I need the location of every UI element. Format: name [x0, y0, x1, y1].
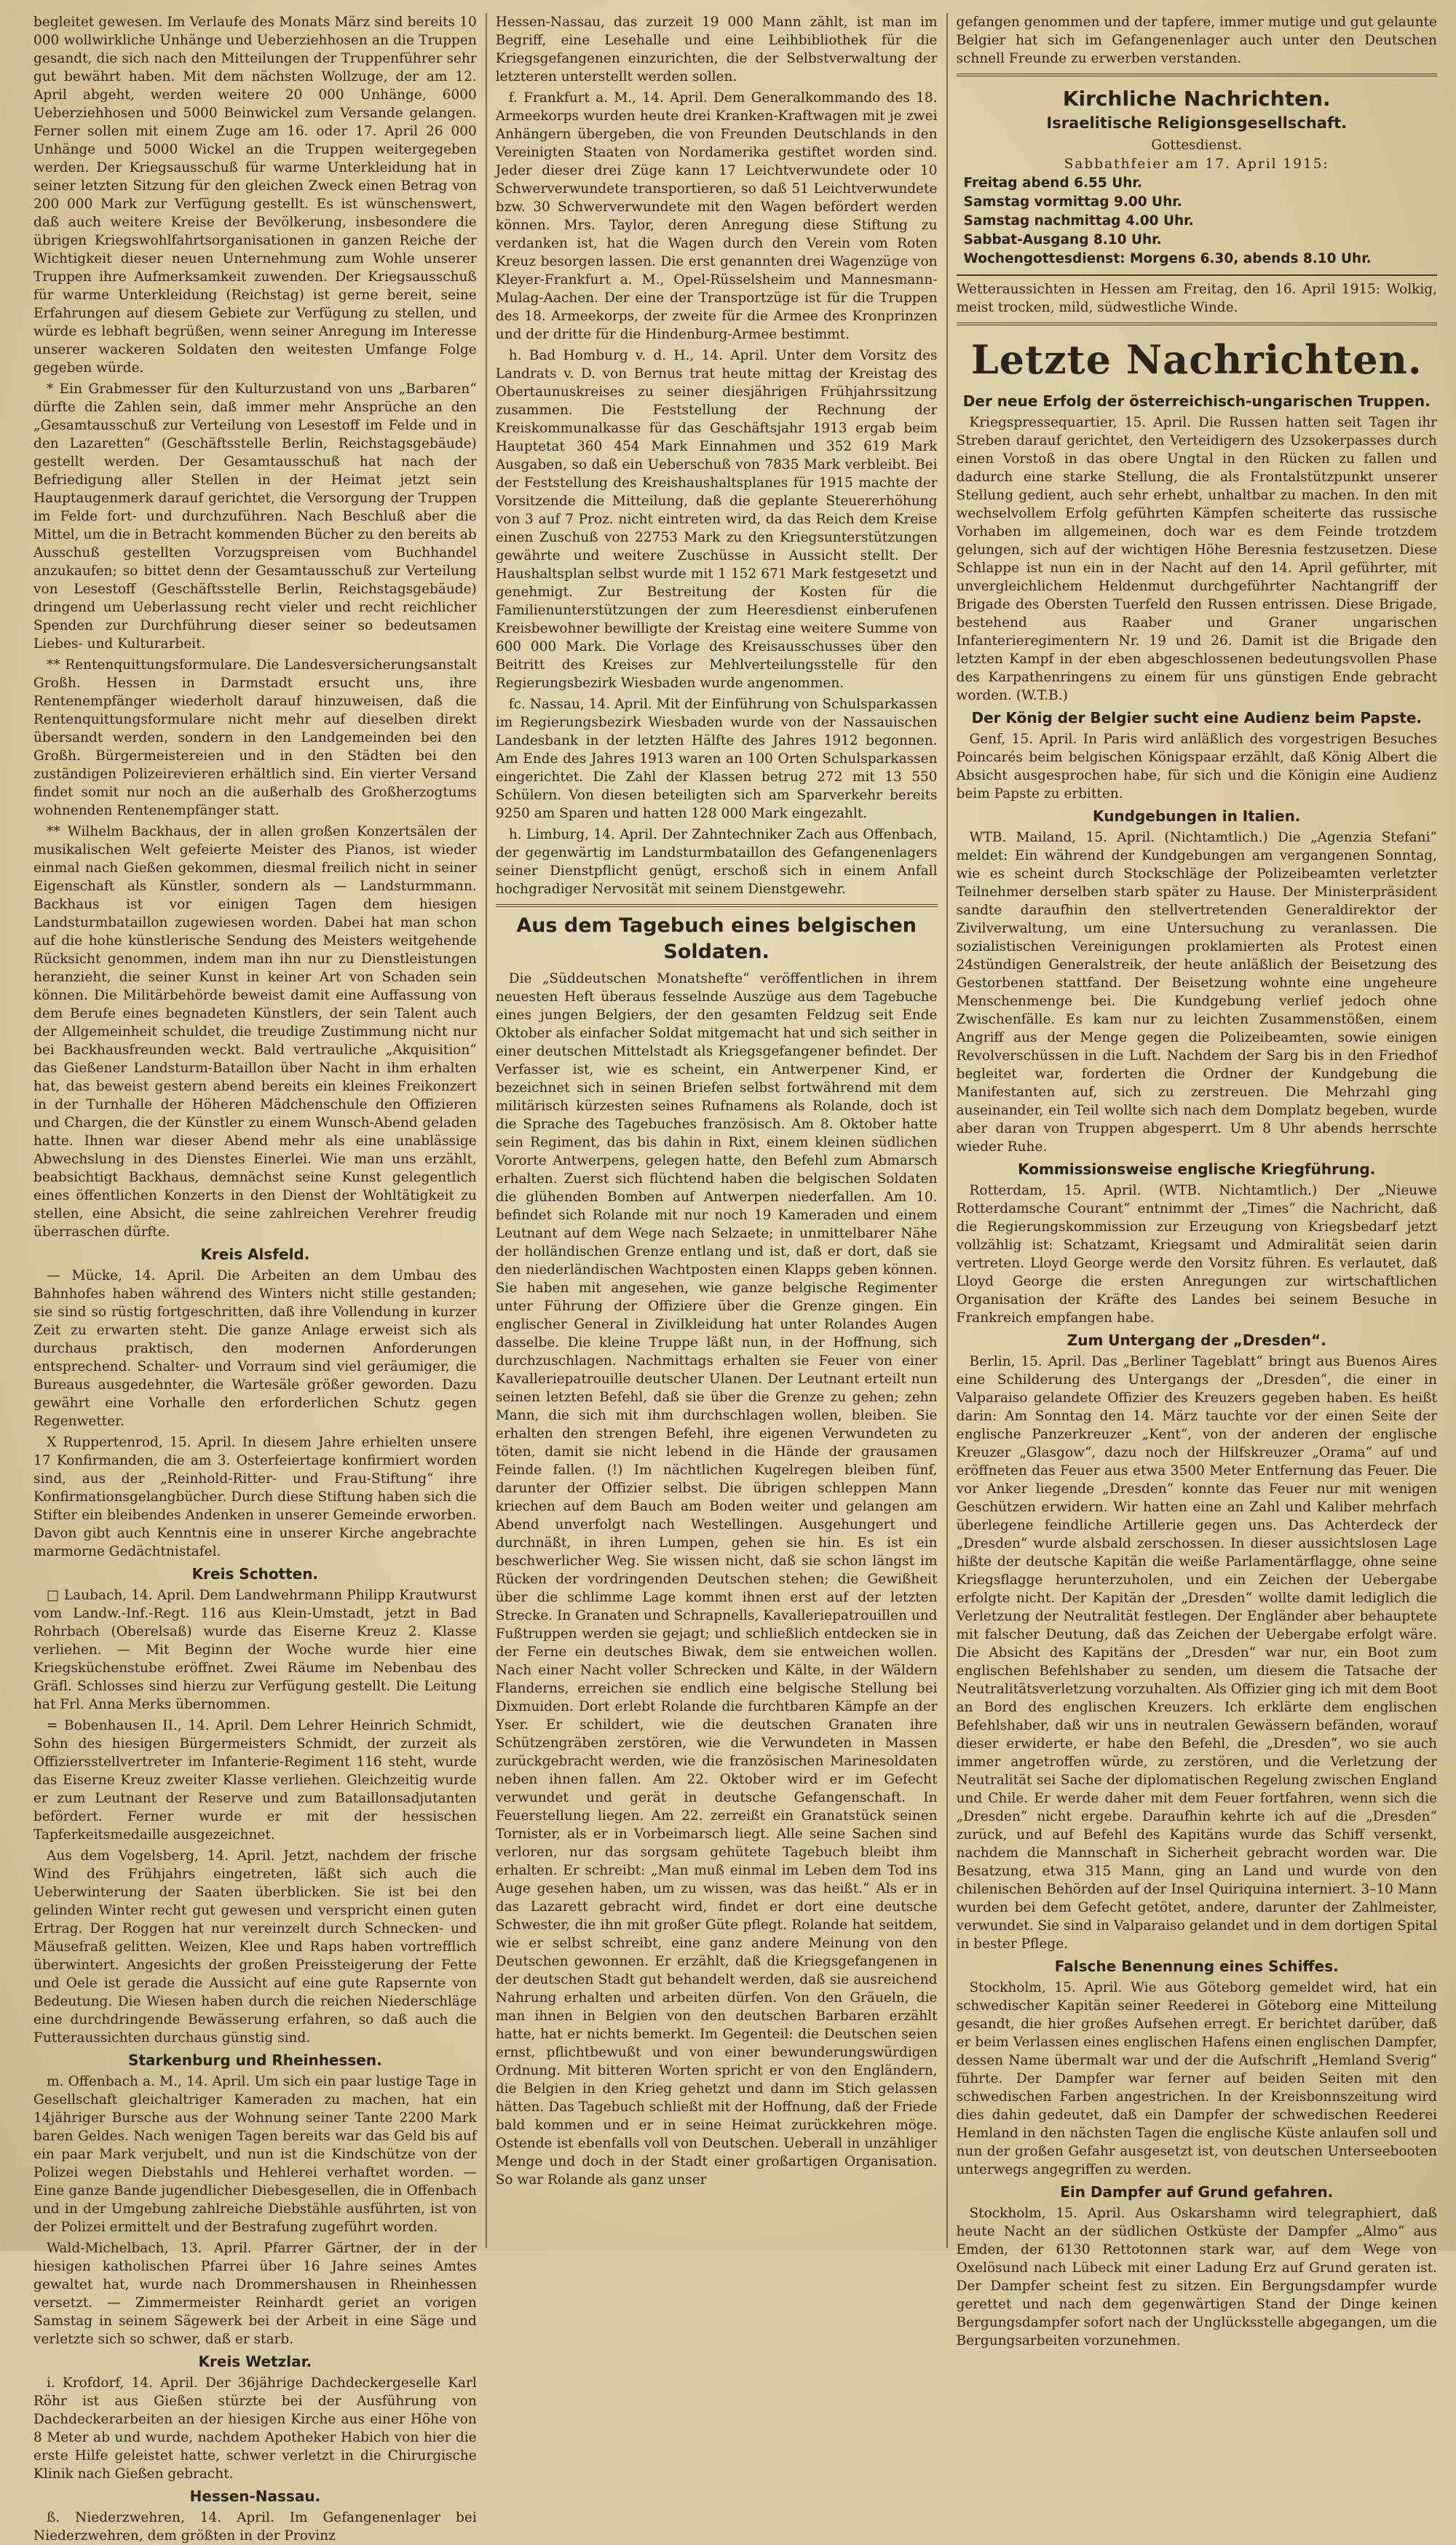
article-paragraph: — Mücke, 14. April. Die Arbeiten an dem Umbau des Bahnhofes haben während des Winters nicht stille gestanden; sie sind so rüstig fortgeschritten, daß ihre Vollendung in kurzer Zeit zu erwarten steht. Die ganze Anlage erweist sich als durchaus praktisch, den modernen Anforderungen entsprechend. Schalter- und Vorraum sind viel geräumiger, die Bureaus ausgedehnter, die Wartesäle größer geworden. Dazu gewährt eine Vorhalle den erforderlichen Schutz gegen Regenwetter. — [33, 1268, 477, 1429]
article-paragraph: h. Bad Homburg v. d. H., 14. April. Unter dem Vorsitz des Landrats v. D. von Bernus trat heute mittag der Kreistag des Obertaunuskreises zu seiner diesjährigen Frühjahrssitzung zusammen. Die Feststellung der Rechnung der Kreiskommunalkasse für das Geschäftsjahr 1913 ergab beim Hauptetat 360 454 Mark Einnahmen und 352 619 Mark Ausgaben, so daß ein Ueberschuß von 7835 Mark verbleibt. Bei der Feststellung des Kreishaushaltsplanes für 1915 machte der Vorsitzende die Mitteilung, daß die geplante Steuererhöhung von 3 auf 7 Proz. nicht eintreten wird, da das Reich dem Kreise einen Zuschuß von 22753 Mark zu den Kriegsunterstützungen gewährte und weitere Zuschüsse in Aussicht stellt. Der Haushaltsplan selbst wurde mit 1 152 671 Mark festgesetzt und genehmigt. Zur Bestreitung der Kosten für die Familienunterstützungen der zum Heeresdienst einberufenen Kreisbewohner bewilligte der Kreistag eine weitere Summe von 600 000 Mark. Die Vorlage des Kreisausschusses über den Beitritt des Kreises zur Mehlverteilungsstelle für den Regierungsbezirk Wiesbaden wurde angenommen. — [495, 348, 938, 691]
article-paragraph: Wald-Michelbach, 13. April. Pfarrer Gärtner, der in der hiesigen katholischen Pfarrei über 16 Jahre seines Amtes gewaltet hat, wurde nach Drommershausen in Rheinhessen versetzt. — Zimmermeister Reinhardt geriet an vorigen Samstag in seinem Sägewerk bei der Arbeit in eine Säge und verletzte sich so schwer, daß er starb. — [33, 2241, 477, 2347]
article-paragraph: □ Laubach, 14. April. Dem Landwehrmann Philipp Krautwurst vom Landw.-Inf.-Regt. 116 aus Klein-Umstadt, jetzt in Bad Rohrbach (Oberelsaß) wurde das Eiserne Kreuz 2. Klasse verliehen. — Mit Beginn der Woche wurde hier eine Kriegsküchenstube eröffnet. Zwei Räume im Nebenbau des Gräfl. Schlosses sind hierzu zur Verfügung gestellt. Die Leitung hat Frl. Anna Merks übernommen. — [33, 1588, 477, 1712]
article-paragraph: gefangen genommen und der tapfere, immer mutige und gut gelaunte Belgier hat sich im Gefangenenlager auch unter den Deutschen schnell Freunde zu erwerben verstanden. — [956, 15, 1437, 66]
section-heading: Kreis Alsfeld. — [200, 1246, 310, 1263]
latest-news-title: Letzte Nachrichten. — [970, 336, 1423, 383]
section-heading: Kommissionsweise englische Kriegführung. — [1018, 1160, 1376, 1178]
church-notice-time-text: Samstag vormittag 9.00 Uhr. — [963, 194, 1182, 210]
article-paragraph: X Ruppertenrod, 15. April. In diesem Jahre erhielten unsere 17 Konfirmanden, die am 3. Osterfeiertage konfirmiert worden sind, aus der „Reinhold-Ritter- und Frau-Stiftung“ ihre Konfirmationsgelangbücher. Durch diese Stiftung haben sich die Stifter ein bleibendes Andenken in unserer Gemeinde erworben. Davon gibt auch Kenntnis eine in unserer Kirche angebrachte marmorne Gedächtnistafel. — [33, 1435, 477, 1559]
church-notice-time-text: Sabbat-Ausgang 8.10 Uhr. — [963, 232, 1162, 248]
church-notice-time — [964, 174, 1430, 193]
section-heading: Kundgebungen in Italien. — [1093, 807, 1301, 825]
church-notice-time — [964, 231, 1430, 250]
weather-forecast: Wetteraussichten in Hessen am Freitag, den 16. April 1915: Wolkig, meist trocken, mild, südwestliche Winde. — [956, 282, 1437, 315]
section-heading: Kreis Wetzlar. — [198, 2353, 312, 2370]
article-paragraph: WTB. Mailand, 15. April. (Nichtamtlich.) Die „Agenzia Stefani“ meldet: Ein während der Kundgebungen am vergangenen Sonntag, wie es scheint durch Stockschläge der Polizeibeamten verletzter Teilnehmer derselben starb später zu Hause. Der Ministerpräsident sandte daraufhin den stellvertretenden Generaldirektor der Zivilverwaltung, um eine Untersuchung zu veranlassen. Die sozialistischen Vereinigungen proklamierten als Protest einen 24stündigen Generalstreik, der heute anläßlich der Beisetzung des Gestorbenen stattfand. Der Beisetzung wohnte eine ungeheure Menschenmenge bei. Die Kundgebung verlief jedoch ohne Zwischenfälle. Es kam nur zu leichten Zusammenstößen, einem Angriff aus der Menge gegen die Polizeibeamten, sowie einigen Revolverschüssen in die Luft. Nachdem der Sarg bis in den Friedhof begleitet war, forderten die Ordner der Kundgebung die Manifestanten auf, sich zu zerstreuen. Die Mehrzahl ging auseinander, ein Teil wollte sich nach dem Domplatz begeben, wurde aber daran von Truppen abgesperrt. Um 8 Uhr abends herrschte wieder Ruhe. — [956, 830, 1437, 1155]
section-heading: Kreis Schotten. — [191, 1565, 319, 1583]
church-notice-time-text: Freitag abend 6.55 Uhr. — [963, 175, 1142, 191]
column-2 — [487, 13, 946, 2248]
article-paragraph: ** Rentenquittungsformulare. Die Landesversicherungsanstalt Großh. Hessen in Darmstadt ersucht uns, ihre Rentenempfänger wiederholt darauf hinzuweisen, daß die Rentenquittungsformulare nicht mehr auf dieselben direkt übersandt werden, sondern in den Landgemeinden bei den Großh. Bürgermeistereien und in den Städten bei den zuständigen Polizeirevieren erhältlich sind. Ein vierter Versand findet somit nur noch an die außerhalb des Großherzogtums wohnenden Rentenempfänger statt. — [33, 657, 477, 818]
section-heading: Der König der Belgier sucht eine Audienz beim Papste. — [971, 709, 1422, 727]
section-rule — [496, 904, 938, 907]
article-paragraph: Stockholm, 15. April. Aus Oskarshamn wird telegraphiert, daß heute Nacht an der südlichen Ostküste der Dampfer „Almo“ aus Emden, der 6130 Rettotonnen stark war, auf dem Wege von Oxelösund nach Lübeck mit einer Ladung Erz auf Grund geraten ist. Der Dampfer scheint fest zu sitzen. Ein Bergungsdampfer wurde gerettet und nach dem gegenwärtigen Stand der Dinge keinen Bergungsdampfer sofort nach der Unglücksstelle abgegangen, um die Bergungsarbeiten vorzunehmen. — [956, 2206, 1437, 2348]
column-3 — [948, 13, 1437, 2348]
article-headline: Aus dem Tagebuch eines belgischen Soldaten. — [516, 914, 917, 963]
section-heading: Der neue Erfolg der österreichisch-ungarischen Truppen. — [962, 392, 1431, 410]
article-paragraph: Berlin, 15. April. Das „Berliner Tageblatt“ bringt aus Buenos Aires eine Schilderung des Untergangs der „Dresden“, die einer in Valparaiso gelandete Offizier des Kreuzers gegeben haben. Es heißt darin: Am Sonntag den 14. März tauchte vor der einen Seite der englische Panzerkreuzer „Kent“, von der anderen der englische Kreuzer „Glasgow“, dazu noch der Hilfskreuzer „Orama“ auf und eröffneten das Feuer aus etwa 3500 Meter Entfernung das Feuer. Die vor Anker liegende „Dresden“ konnte das Feuer nur mit wenigen Geschützen erwidern. Wir hatten eine an Zahl und Kaliber mehrfach überlegene feindliche Artillerie gegen uns. Das Achterdeck der „Dresden“ wurde alsbald zerschossen. In dieser aussichtslosen Lage hißte der deutsche Kapitän die weiße Parlamentärflagge, ohne seine Kriegsflagge herunterzuholen, und ein Zeichen der Uebergabe erfolgte nicht. Der Kapitän der „Dresden“ wollte damit lediglich die Verletzung der Neutralität festlegen. Der Engländer aber behauptete mit falscher Deutung, daß das Zeichen der Uebergabe erfolgt wäre. Die Absicht des Kapitäns der „Dresden“ war nur, ein Boot zum englischen Befehlshaber zu senden, um diesem die Tatsache der Neutralitätsverletzung vorzuhalten. Als Offizier ging ich mit dem Boot an Bord des englischen Kreuzers. Ich erklärte dem englischen Befehlshaber, daß wir uns in neutralen Gewässern befänden, worauf dieser erwiderte, er habe den Befehl, die „Dresden“, wo sie auch immer angetroffen würde, zu zerstören, und die Verletzung der Neutralität sei Sache der diplomatischen Regelung zwischen England und Chile. Er werde daher mit dem Feuer fortfahren, wenn sich die „Dresden“ nicht ergebe. Daraufhin kehrte ich auf die „Dresden“ zurück, und auf Befehl des Kapitäns wurde das Schiff versenkt, nachdem die Mannschaft in Sicherheit gebracht worden war. Die Besatzung, etwa 315 Mann, ging an Land und wurde von den chilenischen Behörden auf der Insel Quiriquina interniert. 3–10 Mann wurden bei dem Gefecht getötet, andere, darunter der Zahlmeister, verwundet. Sie sind in Valparaiso gelandet und in dem dortigen Spital in bester Pflege. — [956, 1354, 1437, 1952]
church-notice-title: Kirchliche Nachrichten. — [1062, 87, 1331, 111]
column-1 — [33, 13, 486, 2544]
church-notice-time-text: Samstag nachmittag 4.00 Uhr. — [963, 213, 1194, 229]
article-paragraph: m. Offenbach a. M., 14. April. Um sich ein paar lustige Tage in Gesellschaft gleichaltriger Kameraden zu machen, hat ein 14jähriger Bursche aus der Wohnung seiner Tante 2200 Mark baren Geldes. Nach wenigen Tagen bereits war das Geld bis auf ein paar Mark verjubelt, und nun ist die Kindschütze von der Polizei wegen Diebstahls und Hehlerei verhaftet worden. — Eine ganze Bande jugendlicher Diebesgesellen, die in Offenbach und in der Umgebung zahlreiche Diebstähle ausführten, ist von der Polizei ermittelt und der Bestrafung zugeführt worden. — [33, 2074, 477, 2235]
church-notice-subtitle: Israelitische Religionsgesellschaft. — [1046, 114, 1348, 132]
church-notice-box — [957, 82, 1437, 270]
article-paragraph: Rotterdam, 15. April. (WTB. Nichtamtlich.) Der „Nieuwe Rotterdamsche Courant“ entnimmt der „Times“ die Nachricht, daß die Regierungskommission zur Erzeugung von Kriegsbedarf jetzt vollzählig ist: Schatzamt, Kriegsamt und Admiralität seien darin vertreten. Lloyd George werde den Vorsitz führen. Es verlautet, daß Lloyd George die ersten Anregungen zur wirtschaftlichen Organisation der Kräfte des Landes bei seinem Besuche in Frankreich empfangen habe. — [956, 1183, 1437, 1326]
article-paragraph: Genf, 15. April. In Paris wird anläßlich des vorgestrigen Besuches Poincarés beim belgischen Königspaar erzählt, daß König Albert die Absicht ausgesprochen habe, für sich und die Königin eine Audienz beim Papste zu erbitten. — [956, 732, 1437, 802]
article-paragraph: Stockholm, 15. April. Wie aus Göteborg gemeldet wird, hat ein schwedischer Kapitän seiner Reederei in Göteborg eine Mitteilung gesandt, die hier großes Aufsehen erregt. Er berichtet darüber, daß er beim Verlassen eines englischen Hafens einen englischen Dampfer, dessen Name übermalt war und der die Aufschrift „Hemland Sverig“ führte. Der Dampfer war ferner auf beiden Seiten mit den schwedischen Farben angestrichen. In der Kreisbonnszeitung wird dies dahin gedeutet, daß ein Dampfer der schwedischen Reederei Hemland in den nächsten Tagen die englische Küste anlaufen soll und nun der großen Gefahr ausgesetzt ist, von deutschen Unterseebooten unterwegs angegriffen zu werden. — [956, 1980, 1437, 2177]
article-paragraph: = Bobenhausen II., 14. April. Dem Lehrer Heinrich Schmidt, Sohn des hiesigen Bürgermeisters Schmidt, der zurzeit als Offiziersstellvertreter im Infanterie-Regiment 116 steht, wurde das Eiserne Kreuz zweiter Klasse verliehen. Gleichzeitig wurde er zum Leutnant der Reserve und zum Bataillonsadjutanten befördert. Ferner wurde er mit der hessischen Tapferkeitsmedaille ausgezeichnet. — [33, 1718, 477, 1843]
section-rule — [957, 274, 1437, 276]
article-paragraph: f. Frankfurt a. M., 14. April. Dem Generalkommando des 18. Armeekorps wurden heute drei Kranken-Kraftwagen mit je zwei Anhängern übergeben, die von Freunden Deutschlands in den Vereinigten Staaten von Nordamerika gestiftet worden sind. Jeder dieser drei Züge kann 17 Leichtverwundete oder 10 Schwerverwundete transportieren, so daß 51 Leichtverwundete bzw. 30 Schwerverwundete mit den Wagen befördert werden können. Mrs. Taylor, deren Anregung diese Stiftung zu verdanken ist, hat die Wagen durch den Verein vom Roten Kreuz besorgen lassen. Die erst genannten drei Wagenzüge von Kleyer-Frankfurt a. M., Opel-Rüsselsheim und Mannesmann-Mulag-Aachen. Der eine der Transportzüge ist für die Truppen des 18. Armeekorps, der zweite für die Armee des Kronprinzen und der dritte für die Hindenburg-Armee bestimmt. — [495, 90, 938, 342]
article-paragraph: * Ein Grabmesser für den Kulturzustand von uns „Barbaren“ dürfte die Zahlen sein, daß immer mehr Ansprüche an den „Gesamtausschuß zur Verteilung von Lesestoff im Felde und in den Lazaretten“ (Geschäftsstelle Berlin, Reichstagsgebäude) gestellt werden. Der Gesamtausschuß hat nach der Befriedigung aller Stellen in der Heimat jetzt sein Hauptaugenmerk darauf gerichtet, die Versorgung der Truppen im Felde fort- und durchzuführen. Nach Beschluß aber die Mittel, um die in Betracht kommenden Bücher zu den bereits ab Ausschuß gestellten Vorzugspreisen vom Buchhandel anzukaufen; so bittet denn der Gesamtausschuß zur Verteilung von Lesestoff (Geschäftsstelle Berlin, Reichstagsgebäude) dringend um Ueberlassung recht vieler und recht reichlicher Spenden zur Durchführung dieser seiner so bedeutsamen Liebes- und Kulturarbeit. — [33, 381, 477, 652]
section-heading: Falsche Benennung eines Schiffes. — [1054, 1958, 1339, 1975]
church-notice-time — [964, 193, 1430, 212]
church-notice-time — [964, 212, 1430, 231]
article-paragraph: ß. Niederzwehren, 14. April. Im Gefangenenlager bei Niederzwehren, dem größten in der Provinz — [33, 2510, 477, 2544]
section-rule — [957, 74, 1437, 76]
article-paragraph: h. Limburg, 14. April. Der Zahntechniker Zach aus Offenbach, der gegenwärtig im Landsturmbataillon des Gefangenenlagers seiner Dienstpflicht genügt, erschoß sich in einem Anfall hochgradiger Nervosität mit seinem Dienstgewehr. — [495, 827, 938, 897]
article-paragraph: ** Wilhelm Backhaus, der in allen großen Konzertsälen der musikalischen Welt gefeierte Meister des Pianos, ist wieder einmal nach Gießen gekommen, diesmal freilich nicht in seiner Eigenschaft als Künstler, sondern als — Landsturmmann. Backhaus ist vor einigen Tagen dem hiesigen Landsturmbataillon zugewiesen worden. Dabei hat man schon auf die hohe künstlerische Sendung des Meisters weitgehende Rücksicht genommen, indem man ihn nur zu Dienstleistungen heranzieht, die seiner Kunst in keiner Art von Schaden sein können. Die Militärbehörde beweist damit eine Auffassung von dem Berufe eines begnadeten Künstlers, der sein Talent auch der Allgemeinheit schuldet, die treudige Zustimmung nicht nur bei Backhausfreunden weckt. Bald vertrauliche „Akquisition“ das Gießener Landsturm-Bataillon über Nacht in ihm erhalten hat, das beweist gestern abend bereits ein kleines Freikonzert in der Turnhalle der Höheren Mädchenschule den Offizieren und Chargen, die der Künstler zu einem Wunsch-Abend geladen hatte. Ihnen war dieser Abend mehr als eine unablässige Abwechslung in des Dienstes Einerlei. Wie man uns erzählt, beabsichtigt Backhaus, demnächst seine Kunst gelegentlich eines öffentlichen Konzerts in den Dienst der Wohltätigkeit zu stellen, eine Absicht, die seine zahlreichen Verehrer freudig überraschen dürfte. — [33, 824, 477, 1240]
article-paragraph: Hessen-Nassau, das zurzeit 19 000 Mann zählt, ist man im Begriff, eine Lesehalle und eine Leihbibliothek für die Kriegsgefangenen einzurichten, die der Selbstverwaltung der letzteren unterstellt werden sollen. — [495, 15, 938, 84]
article-paragraph: i. Krofdorf, 14. April. Der 36jährige Dachdeckergeselle Karl Röhr ist aus Gießen stürzte bei der Ausführung von Dachdeckerarbeiten an der hiesigen Kirche aus einer Höhe von 8 Meter ab und wurde, nachdem Apotheker Habich von hier die erste Hilfe geleistet hatte, schwer verletzt in die Chirurgische Klinik nach Gießen gebracht. — [33, 2375, 477, 2482]
section-heading: Zum Untergang der „Dresden“. — [1067, 1331, 1326, 1349]
article-paragraph: Die „Süddeutschen Monatshefte“ veröffentlichen in ihrem neuesten Heft überaus fesselnde Auszüge aus dem Tagebuche eines jungen Belgiers, der den gesamten Feldzug seit Ende Oktober als einfacher Soldat mitgemacht hat und sich seither in einer deutschen Mittelstadt als Kriegsgefangener befindet. Der Verfasser ist, wie es scheint, ein Antwerpener Kind, er bezeichnet sich in seinen Briefen selbst fortwährend mit dem militärisch kürzesten seines Rufnamens als Rolande, doch ist die Sprache des Tagebuches französisch. Am 8. Oktober hatte sein Regiment, das bis dahin in Rixt, einem kleinen südlichen Vororte Antwerpens, gelegen hatte, den Befehl zum Abmarsch erhalten. Zuerst sich flüchtend haben die belgischen Soldaten die glühenden Bomben auf Antwerpen niederfallen. Am 10. befindet sich Rolande mit nur noch 19 Kameraden und einem Leutnant auf dem Wege nach Selzaete; in unmittelbarer Nähe der holländischen Grenze entlang und ist, daß er dort, daß sie den niederländischen Wachtposten einen Klapps geben können. Sie haben mit angesehen, wie ganze belgische Regimenter unter Führung der Offiziere über die Grenze gingen. Ein englischer General in Zivilkleidung hat unter Rolandes Augen dasselbe. Die kleine Truppe läßt nun, in der Hoffnung, sich durchzuschlagen. Nachmittags erhalten sie Feuer von einer Kavalleriepatrouille deutscher Ulanen. Der Leutnant erteilt nun seinen letzten Befehl, daß sie über die Grenze zu gehen; zehn Mann, die sich mit ihm durchschlagen wollen, bleiben. Sie erhalten den strengen Befehl, ihre eigenen Verwundeten zu töten, damit sie nicht lebend in die Hände der grausamen Feinde fallen. (!) Im nächtlichen Kugelregen bleiben fünf, darunter der Offizier selbst. Die übrigen schleppen Mann kriechen auf dem Bauch am Boden weiter und gelangen am Abend unverfolgt nach Westellingen. Ausgehungert und durchnäßt, in ihren Lumpen, gehen sie hin. Es ist ein beschwerlicher Weg. Sie wissen nicht, daß sie schon längst im Rücken der vordringenden Deutschen stehen; die Gewißheit über die schlimme Lage kommt ihnen erst auf der letzten Strecke. In Granaten und Schrapnells, Kavalleriepatrouillen und Fußtruppen werden sie gejagt; und schließlich entdecken sie in der Ferne ein deutsches Biwak, dem sie entweichen wollen. Nach einer Nacht voller Schrecken und Kälte, in der Wäldern Flanderns, erreichen sie endlich eine belgische Stellung bei Dixmuiden. Dort erlebt Rolande die furchtbaren Kämpfe an der Yser. Er schildert, wie die deutschen Granaten ihre Schützengräben zerstören, wie die Verwundeten in Massen zurückgebracht werden, wie die französischen Marinesoldaten neben ihnen fallen. Am 22. Oktober wird er im Gefecht verwundet und gerät in deutsche Gefangenschaft. In Feuerstellung liegen. Am 22. zerreißt ein Granatstück seinen Tornister, als er in Vorbeimarsch liegt. Alle seine Sachen sind verloren, nur das sorgsam gehütete Tagebuch bleibt ihm erhalten. Er schreibt: „Man muß einmal im Leben dem Tod ins Auge gesehen haben, um zu wissen, was das heißt.“ Als er in das Lazarett gebracht wird, findet er dort eine deutsche Schwester, die ihn mit großer Güte pflegt. Rolande hat seitdem, wie er selbst schreibt, eine ganz andere Meinung von den Deutschen gewonnen. Er erzählt, daß die Kriegsgefangenen in der deutschen Stadt gut behandelt werden, daß sie ausreichend Nahrung erhalten und arbeiten dürfen. Von den Gräueln, die man ihnen in Belgien von den deutschen Barbaren erzählt hatte, hat er nichts bemerkt. Im Gegenteil: die Deutschen seien ernst, pflichtbewußt und von einer bewunderungswürdigen Ordnung. Mit bitteren Worten spricht er von den Engländern, die Belgien in den Krieg gehetzt und dann im Stich gelassen hätten. Das Tagebuch schließt mit der Hoffnung, daß der Friede bald kommen und er in seine Heimat zurückkehren möge. Ostende ist ebenfalls voll von Deutschen. Ueberall in unzähliger Menge und doch in der Stadt einer großartigen Organisation. So war Rolande als ganz unser — [495, 971, 938, 2188]
section-heading: Starkenburg und Rheinhessen. — [128, 2051, 382, 2069]
section-rule — [957, 322, 1437, 325]
article-paragraph: Aus dem Vogelsberg, 14. April. Jetzt, nachdem der frische Wind des Frühjahrs eingetreten, läßt sich auch die Ueberwinterung der Saaten überblicken. Sie ist bei den gelinden Winter recht gut gewesen und verspricht einen guten Ertrag. Der Roggen hat nur vereinzelt durch Schnecken- und Mäusefraß gelitten. Weizen, Klee und Raps haben vortrefflich überwintert. Angesichts der großen Preissteigerung der Fette und Oele ist gerade die Aussicht auf eine gute Rapsernte von Bedeutung. Die Wiesen haben durch die reichen Niederschläge eine durchdringende Bewässerung erfahren, so daß auch die Futteraussichten durchaus günstig sind. — [33, 1848, 477, 2046]
columns — [33, 13, 1437, 2544]
article-paragraph: Kriegspressequartier, 15. April. Die Russen hatten seit Tagen ihr Streben darauf gerichtet, den Verteidigern des Uzsokerpasses durch einen Vorstoß in das obere Ungtal in den Rücken zu fallen und dadurch eine starke Stellung, die als Frontalstützpunkt unserer Stellung gedient, auch sehr erhebt, unhaltbar zu machen. In den mit wechselvollem Erfolg geführten Kämpfen scheiterte das russische Vorhaben im allgemeinen, doch war es dem Feinde trotzdem gelungen, sich auf der wichtigen Höhe Beresnia festzusetzen. Diese Schlappe ist nun ein in der Nacht auf den 14. April geführter, mit unvergleichlichem Heldenmut durchgeführter Nachtangriff der Brigade des Obersten Tuerfeld den Russen entrissen. Diese Brigade, bestehend aus Raaber und Graner ungarischen Infanterieregimentern Nr. 19 und 26. Damit ist die Brigade den letzten Kampf in der eben abgeschlossenen bedeutungsvollen Phase des Karpathenringens zu einem für uns günstigen Ende gebracht worden. (W.T.B.) — [956, 415, 1437, 703]
church-notice-time-text: Wochengottesdienst: Morgens 6.30, abends 8.10 Uhr. — [963, 251, 1372, 266]
article-paragraph: begleitet gewesen. Im Verlaufe des Monats März sind bereits 10 000 wollwirkliche Unhänge und Ueberziehhosen an die Truppen gesandt, die sich nach den Mitteilungen der Truppenführer sehr gut bewährt haben. Mit dem nächsten Wollzuge, der am 12. April abgeht, werden weitere 20 000 Unhänge, 6000 Ueberziehhosen und 5000 Beinwickel zum Versande gelangen. Ferner sollen mit einem Zuge am 16. oder 17. April 26 000 Unhänge und 5000 Wickel an die Truppen weitergegeben werden. Der Kriegsausschuß für warme Unterkleidung hat in seiner letzten Sitzung für den gleichen Zweck einen Betrag von 200 000 Mark zur Verfügung gestellt. Es ist wünschenswert, daß auch weitere Kreise der Bevölkerung, insbesondere die übrigen Kriegswohlfahrtsorganisationen in ganzen Reiche der Wichtigkeit dieser neuen Unternehmung zum Wohle unserer Truppen ihre Aufmerksamkeit zuwenden. Der Kriegsausschuß für warme Unterkleidung (Reichstag) ist gerne bereit, seine Erfahrungen auf diesem Gebiete zur Verfügung zu stellen, und würde es lebhaft begrüßen, wenn seiner Anregung im Interesse unserer wackeren Soldaten den weitesten Umfange Folge gegeben würde. — [33, 15, 477, 376]
church-notice-date: Sabbathfeier am 17. April 1915: — [1064, 157, 1329, 172]
column-divider — [946, 13, 948, 2248]
section-heading: Ein Dampfer auf Grund gefahren. — [1060, 2183, 1334, 2201]
article-paragraph: fc. Nassau, 14. April. Mit der Einführung von Schulsparkassen im Regierungsbezirk Wiesbaden wurde von der Nassauischen Landesbank in der letzten Hälfte des Jahres 1912 begonnen. Am Ende des Jahres 1913 waren an 100 Orten Schulsparkassen eingerichtet. Die Zahl der Klassen betrug 272 mit 13 550 Schülern. Von diesen beteiligten sich am Sparverkehr bereits 9250 am Sparen und hatten 128 000 Mark eingezahlt. — [495, 697, 938, 821]
church-notice-time — [964, 250, 1430, 269]
section-heading: Hessen-Nassau. — [189, 2487, 321, 2505]
church-notice-service: Gottesdienst. — [1151, 138, 1243, 153]
column-divider — [486, 13, 487, 2248]
